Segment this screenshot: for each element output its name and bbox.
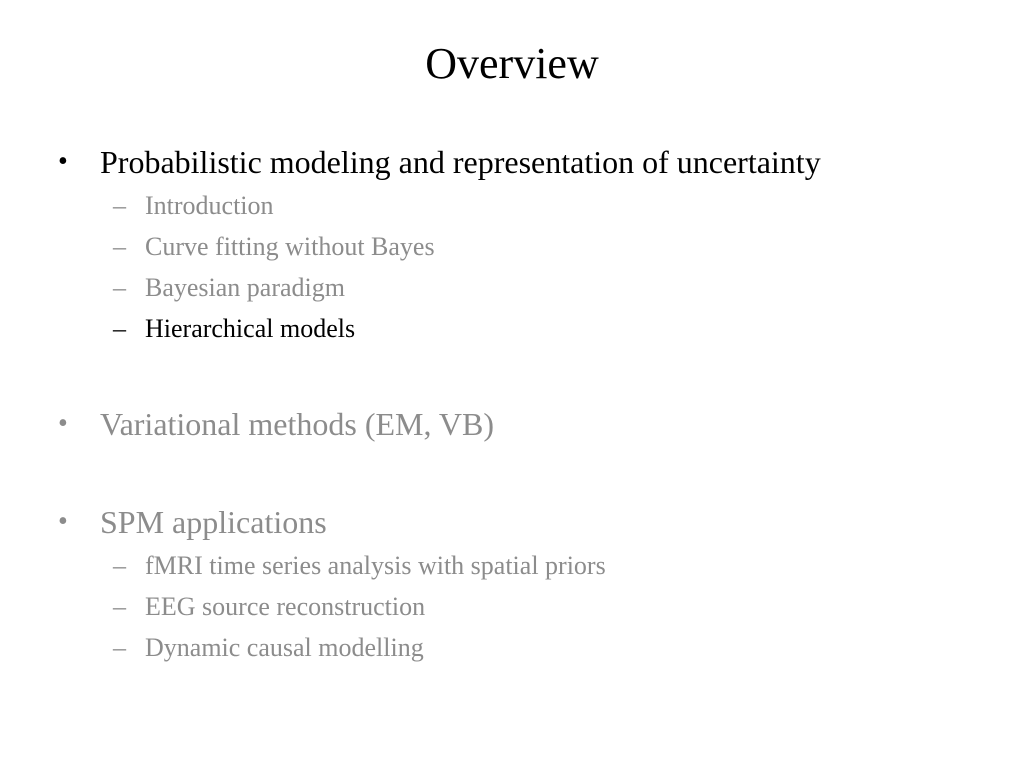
dash-marker: – [113, 551, 126, 580]
bullet-label: Variational methods (EM, VB) [100, 406, 495, 442]
sub-item-label: Hierarchical models [145, 314, 356, 343]
dash-marker: – [113, 592, 126, 621]
sub-item-label: fMRI time series analysis with spatial priors [145, 551, 606, 580]
sub-item-label: Bayesian paradigm [145, 273, 345, 302]
bullet-marker: • [58, 506, 68, 537]
dash-marker: – [113, 314, 126, 343]
sub-item-bayesian-paradigm [113, 272, 345, 304]
dash-marker: – [113, 191, 126, 220]
bullet-item-spm-applications [58, 503, 327, 541]
bullet-marker: • [58, 146, 68, 177]
sub-item-introduction [113, 190, 274, 222]
dash-marker: – [113, 273, 126, 302]
bullet-item-probabilistic-modeling [58, 143, 821, 181]
slide-title: Overview [425, 39, 599, 88]
sub-item-curve-fitting [113, 231, 435, 263]
sub-item-fmri-time-series [113, 550, 606, 582]
dash-marker: – [113, 232, 126, 261]
sub-item-label: Dynamic causal modelling [145, 633, 424, 662]
sub-item-hierarchical-models [113, 313, 356, 345]
dash-marker: – [113, 633, 126, 662]
bullet-label: Probabilistic modeling and representation of uncertainty [100, 144, 821, 180]
sub-item-label: Introduction [145, 191, 274, 220]
bullet-item-variational-methods [58, 405, 495, 443]
sub-item-eeg-source [113, 591, 426, 623]
bullet-marker: • [58, 408, 68, 439]
sub-item-label: Curve fitting without Bayes [145, 232, 435, 261]
sub-item-dynamic-causal [113, 632, 424, 664]
sub-item-label: EEG source reconstruction [145, 592, 426, 621]
bullet-label: SPM applications [100, 504, 327, 540]
